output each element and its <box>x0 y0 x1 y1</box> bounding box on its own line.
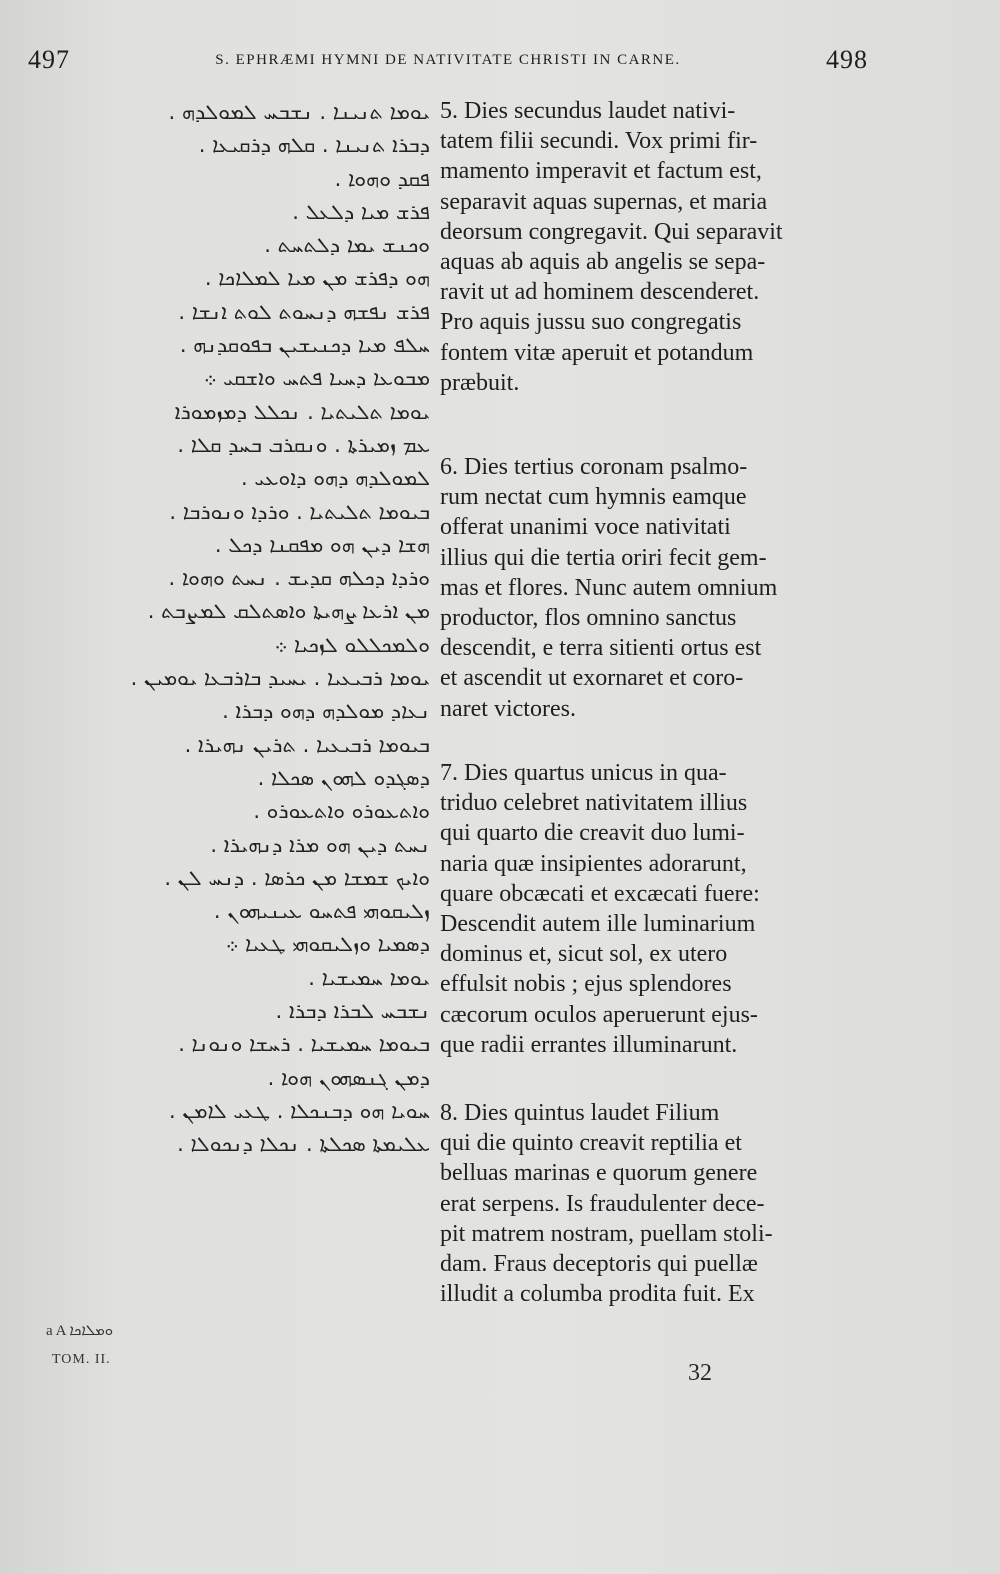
footnote: a A ܘܡܠܐܟܐ <box>46 1323 114 1339</box>
text-line: 7. Dies quartus unicus in qua- <box>440 760 727 786</box>
text-line: offerat unanimi voce nativitati <box>440 514 731 541</box>
syriac-line: ܘܟܢܫ ܝܡܐ ܕܠܬܚܬ . <box>264 233 430 258</box>
text-line: illius qui die tertia oriri fecit gem- <box>440 544 767 571</box>
syriac-line: ܘܪܕܐ ܕܟܠܗ ܩܕܝܫ . ܢܚܬ ܘܗܘܐ . <box>168 566 430 591</box>
syriac-line: ܙܠܝܩܘܗܝ ܦܬܚܘ ܥܝܢܝܗܘܢ . <box>213 899 430 924</box>
text-line: triduo celebret nativitatem illius <box>440 790 748 817</box>
syriac-line: ܕܣܓܕܘ ܠܗܘܢ ܣܟܠܐ . <box>257 765 430 790</box>
text-line: quare obcæcati et excæcati fuere: <box>440 880 760 907</box>
text-line: Descendit autem ille luminarium <box>440 911 756 938</box>
syriac-line: ܕܒܪܐ ܬܢܝܢܐ . ܩܠܗ ܕܪܩܝܥܐ . <box>198 133 430 158</box>
text-line: descendit, e terra sitienti ortus est <box>440 635 762 662</box>
syriac-line: ܝܘܡܐ ܚܡܝܫܝܐ . <box>308 965 430 990</box>
syriac-line: ܘܐܝܟ ܫܡܫܐ ܡܢ ܟܪܣܐ . ܕܢܚ ܠܢ . <box>164 865 430 890</box>
volume-mark: TOM. II. <box>52 1352 111 1367</box>
text-line: pit matrem nostram, puellam stoli- <box>440 1220 773 1247</box>
syriac-line: ܥܠܝܡܬܐ ܣܟܠܬܐ . ܢܟܠܐ ܕܢܟܘܠܐ . <box>177 1132 430 1157</box>
text-line: separavit aquas supernas, et maria <box>440 188 768 215</box>
text-line: qui quarto die creavit duo lumi- <box>440 820 745 847</box>
paragraph-7 <box>440 758 858 1060</box>
paragraph-5 <box>440 96 858 398</box>
text-line: 5. Dies secundus laudet nativi- <box>440 98 736 124</box>
syriac-line: ܕܡܢ ܓܢܣܗܘܢ ܗܘܐ . <box>267 1065 430 1090</box>
text-line: qui die quinto creavit reptilia et <box>440 1130 742 1157</box>
text-line: erat serpens. Is fraudulenter dece- <box>440 1190 765 1217</box>
syriac-line: ܢܫܒܚ ܠܒܪܐ ܕܒܪܐ . <box>275 999 430 1024</box>
text-line: cæcorum oculos aperuerunt ejus- <box>440 1001 758 1028</box>
syriac-line: ܝܘܡܐ ܪܒܝܥܝܐ . ܝܚܝܕ ܒܐܪܒܥܐ ܝܘܡܝܢ . <box>130 666 430 691</box>
syriac-line: ܗܫܐ ܕܝܢ ܗܘ ܡܦܩܢܐ ܕܟܠ . <box>214 532 430 557</box>
syriac-line: ܥܡ ܙܡܝܪܬܐ . ܘܢܩܪܒ ܒܚܕ ܩܠܐ . <box>177 432 430 457</box>
text-line: effulsit nobis ; ejus splendores <box>440 971 732 998</box>
syriac-line: ܡܢ ܐܪܥܐ ܨܗܝܬܐ ܘܐܣܬܠܩ ܠܡܨܒܬ . <box>147 599 430 624</box>
text-line: illudit a columba prodita fuit. Ex <box>440 1281 755 1308</box>
text-line: productor, flos omnino sanctus <box>440 605 737 632</box>
text-line: rum nectat cum hymnis eamque <box>440 484 747 511</box>
syriac-line: ܗܘ ܕܦܪܫ ܡܢ ܡܝܐ ܠܡܠܐܟܐ . <box>204 266 430 291</box>
syriac-line: ܡܒܘܥܐ ܕܚܝܐ ܦܬܚ ܘܐܫܩܝ ܀ <box>203 366 430 391</box>
text-line: 6. Dies tertius coronam psalmo- <box>440 454 748 480</box>
syriac-line: ܒܝܘܡܐ ܪܒܝܥܝܐ . ܬܪܝܢ ܢܗܝܪܐ . <box>184 732 430 757</box>
syriac-line: ܢܥܐܕ ܡܘܠܕܗ ܕܗܘ ܕܒܪܐ . <box>222 699 430 724</box>
syriac-line: ܒܝܘܡܐ ܚܡܝܫܝܐ . ܪܚܫܐ ܘܢܘܢܐ . <box>178 1032 430 1057</box>
syriac-line: ܝܘܡܐ ܬܠܝܬܝܐ . ܢܟܠܠ ܕܡܙܡܘܪܐ <box>174 399 430 424</box>
text-line: præbuit. <box>440 369 520 396</box>
running-head <box>28 40 868 80</box>
signature-mark: 32 <box>688 1360 712 1386</box>
syriac-column <box>95 96 430 1162</box>
text-line: aquas ab aquis ab angelis se sepa- <box>440 249 766 276</box>
syriac-line: ܘܠܡܟܠܠܘ ܠܙܟܝܐ ܀ <box>274 632 430 657</box>
right-page-number: 498 <box>825 45 868 74</box>
left-page-number: 497 <box>28 45 70 74</box>
syriac-line: ܦܪܫ ܢܦܫܗ ܕܢܚܘܬ ܠܘܬ ܐܢܫܐ . <box>178 299 430 324</box>
syriac-line: ܢܚܬ ܕܝܢ ܗܘ ܡܪܐ ܕܢܗܝܪܐ . <box>210 832 430 857</box>
text-line: tatem filii secundi. Vox primi fir- <box>440 128 758 155</box>
text-line: naret victores. <box>440 695 576 722</box>
text-line: belluas marinas e quorum genere <box>440 1160 758 1187</box>
syriac-line: ܦܪܫ ܡܝܐ ܕܠܥܠ . <box>292 199 430 224</box>
text-line: 8. Dies quintus laudet Filium <box>440 1100 720 1126</box>
text-line: mamento imperavit et factum est, <box>440 158 762 185</box>
text-line: dam. Fraus deceptoris qui puellæ <box>440 1251 758 1278</box>
syriac-line: ܦܩܕ ܘܗܘܐ . <box>334 166 430 191</box>
text-line: et ascendit ut exornaret et coro- <box>440 665 744 692</box>
paragraph-6 <box>440 452 858 724</box>
text-line: deorsum congregavit. Qui separavit <box>440 218 783 245</box>
text-line: Pro aquis jussu suo congregatis <box>440 309 742 336</box>
syriac-line: ܚܘܝܐ ܗܘ ܕܒܢܟܠܐ . ܛܥܝ ܠܐܡܢ . <box>169 1098 430 1123</box>
syriac-line: ܘܐܬܥܘܪܘ ܘܐܬܥܘܪܘ . <box>253 799 430 824</box>
running-title: S. EPHRÆMI HYMNI DE NATIVITATE CHRISTI IN CARNE. <box>215 51 681 68</box>
text-line: mas et flores. Nunc autem omnium <box>440 574 778 601</box>
text-line: naria quæ insipientes adorarunt, <box>440 850 747 877</box>
text-line: ravit ut ad hominem descenderet. <box>440 279 760 306</box>
syriac-line: ܚܠܦ ܡܝܐ ܕܟܢܝܫܝܢ ܒܦܘܩܕܢܗ . <box>179 333 430 358</box>
text-line: que radii errantes illuminarunt. <box>440 1031 738 1058</box>
text-line: dominus et, sicut sol, ex utero <box>440 941 728 968</box>
syriac-line: ܠܡܘܠܕܗ ܕܗܘ ܕܐܘܥܝ . <box>241 466 430 491</box>
syriac-line: ܝܘܡܐ ܬܢܝܢܐ . ܢܫܒܚ ܠܡܘܠܕܗ . <box>168 100 430 124</box>
syriac-line: ܒܝܘܡܐ ܬܠܝܬܝܐ . ܘܪܕܐ ܘܢܘܪܒܐ . <box>169 499 430 524</box>
text-line: fontem vitæ aperuit et potandum <box>440 339 754 366</box>
syriac-line: ܕܣܡܝܐ ܘܙܠܝܩܘܗܝ ܛܥܝܐ ܀ <box>225 932 430 957</box>
paragraph-8 <box>440 1098 858 1309</box>
